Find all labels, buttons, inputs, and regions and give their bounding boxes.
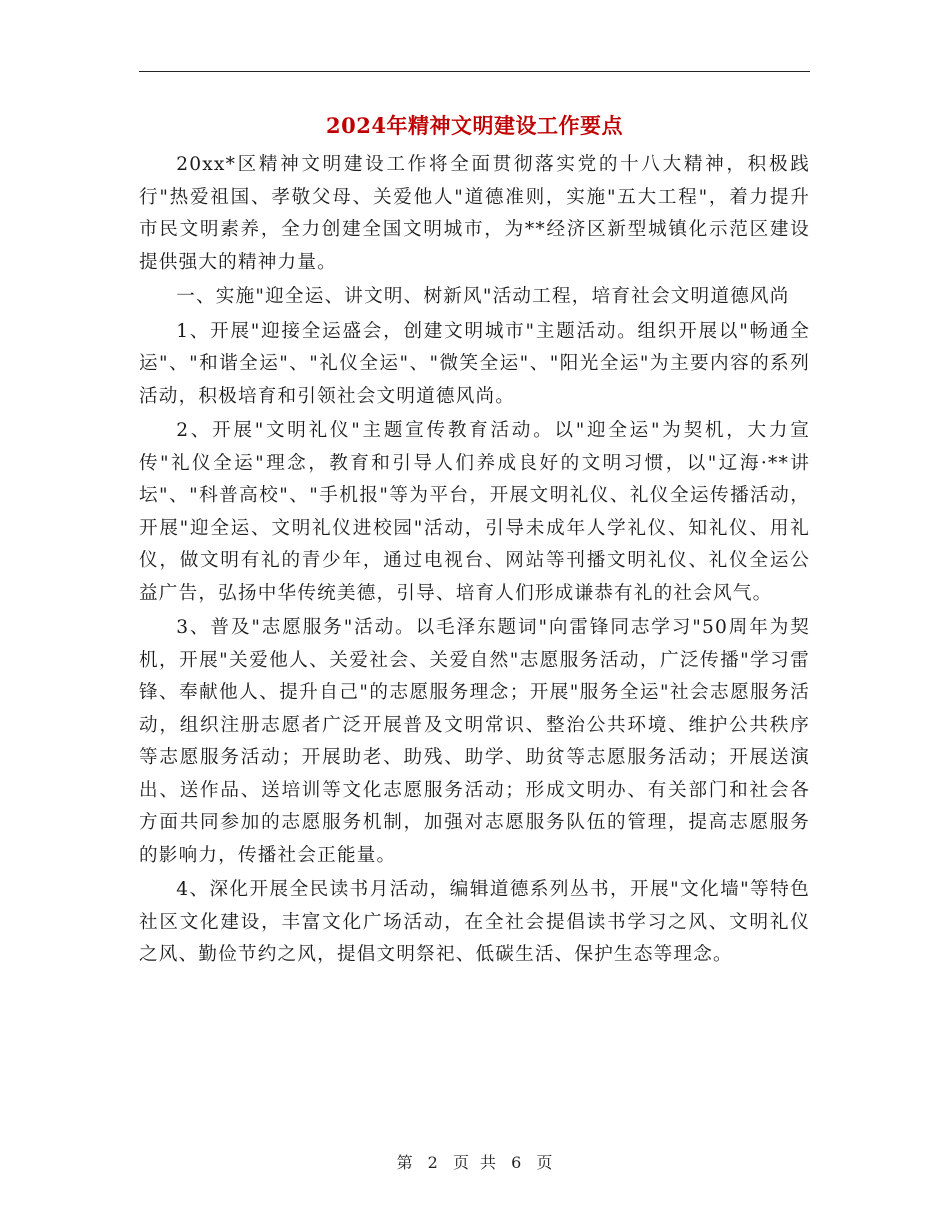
footer-total-pages: 6 [511,1153,523,1172]
section-heading-1: 一、实施"迎全运、讲文明、树新风"活动工程，培育社会文明道德风尚 [176,286,790,307]
footer-page-number: 2 [427,1153,439,1172]
footer-suffix: 页 [536,1153,554,1172]
document-title: 2024年精神文明建设工作要点 [326,113,623,138]
item-paragraph-2: 2、开展"文明礼仪"主题宣传教育活动。以"迎全运"为契机，大力宣传"礼仪全运"理念，教育和引导人们养成良好的文明习惯，以"辽海·**讲坛"、"科普高校"、"手机报"等为平台，开展文明礼仪、礼仪全运传播活动，开展"迎全运、文明礼仪进校园"活动，引导未成年人学礼仪、知礼仪、用礼仪，做文明有礼的青少年，通过电视台、网站等刊播文明礼仪、礼仪全运公益广告，弘扬中华传统美德，引导、培育人们形成谦恭有礼的社会风气。 [139,420,810,604]
document-body [139,149,810,974]
header-rule [139,71,810,72]
footer-middle: 页 共 [452,1153,498,1172]
page-footer [0,1150,950,1173]
intro-paragraph: 20xx*区精神文明建设工作将全面贯彻落实党的十八大精神，积极践行"热爱祖国、孝敬父母、关爱他人"道德准则，实施"五大工程"，着力提升市民文明素养，全力创建全国文明城市，为**经济区新型城镇化示范区建设提供强大的精神力量。 [139,154,810,273]
item-paragraph-1: 1、开展"迎接全运盛会，创建文明城市"主题活动。组织开展以"畅通全运"、"和谐全运"、"礼仪全运"、"微笑全运"、"阳光全运"为主要内容的系列活动，积极培育和引领社会文明道德风尚。 [139,320,810,407]
item-paragraph-3: 3、普及"志愿服务"活动。以毛泽东题词"向雷锋同志学习"50周年为契机，开展"关爱他人、关爱社会、关爱自然"志愿服务活动，广泛传播"学习雷锋、奉献他人、提升自己"的志愿服务理念；开展"服务全运"社会志愿服务活动，组织注册志愿者广泛开展普及文明常识、整治公共环境、维护公共秩序等志愿服务活动；开展助老、助残、助学、助贫等志愿服务活动；开展送演出、送作品、送培训等文化志愿服务活动；形成文明办、有关部门和社会各方面共同参加的志愿服务机制，加强对志愿服务队伍的管理，提高志愿服务的影响力，传播社会正能量。 [139,617,810,866]
item-paragraph-4: 4、深化开展全民读书月活动，编辑道德系列丛书，开展"文化墙"等特色社区文化建设，丰富文化广场活动，在全社会提倡读书学习之风、文明礼仪之风、勤俭节约之风，提倡文明祭祀、低碳生活、保护生态等理念。 [139,879,810,965]
footer-prefix: 第 [396,1153,414,1172]
